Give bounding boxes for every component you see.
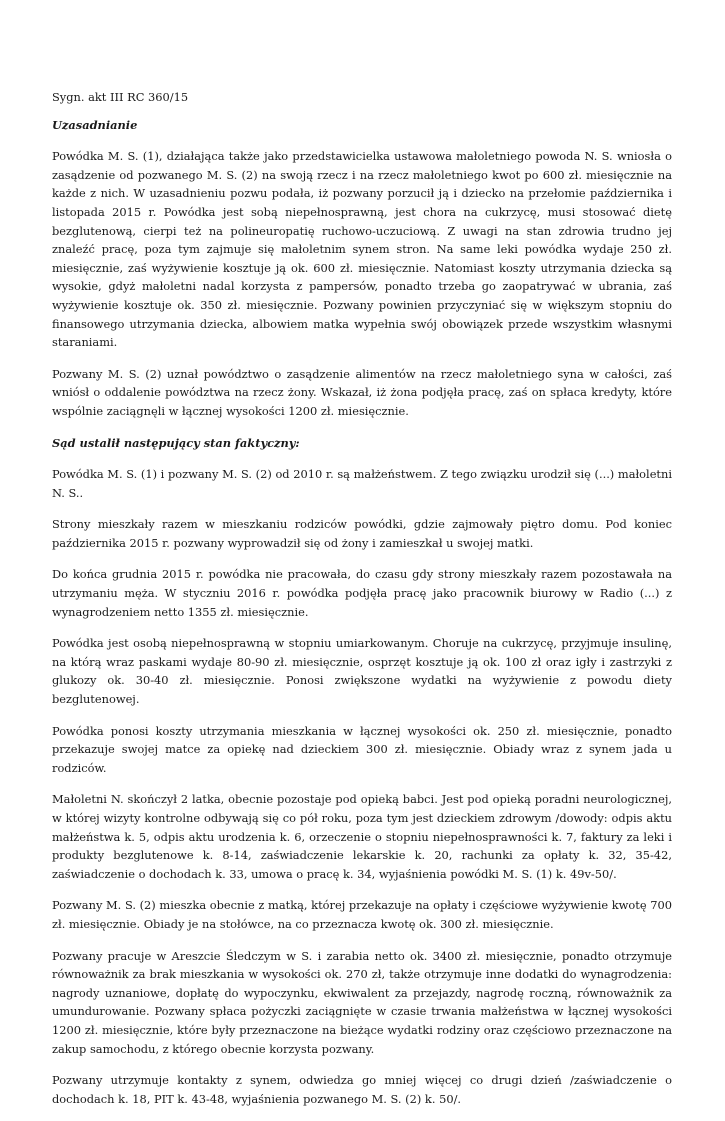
paragraph-fact: Pozwany pracuje w Areszcie Śledczym w S. i zarabia netto ok. 3400 zł. miesięcznie, ponadto otrzymuje równoważnik za brak mieszkania w wysokości ok. 270 zł, także otrzymuje inne dodatki do wynagrodzenia: nagrody uznaniowe, dopłatę do wypoczynku, ekwiwalent za przejazdy, nagrodę roczną, równoważnik za umundurowanie. Pozwany spłaca pożyczki zaciągnięte w czasie trwania małżeństwa w łącznej wysokości 1200 zł. miesięcznie, które były przeznaczone na bieżące wydatki rodziny oraz częściowo przeznaczone na zakup samochodu, z którego obecnie korzysta pozwany.: [52, 948, 672, 1056]
paragraph-fact: Pozwany M. S. (2) mieszka obecnie z matką, której przekazuje na opłaty i częściowe wyżywienie kwotę 700 zł. miesięcznie. Obiady je na stołówce, na co przeznacza kwotę ok. 300 zł. miesięcznie.: [52, 898, 672, 931]
paragraph-fact: Małoletni N. skończył 2 latka, obecnie pozostaje pod opieką babci. Jest pod opieką poradni neurologicznej, w której wizyty kontrolne odbywają się co pół roku, poza tym jest dzieckiem zdrowym /dowody: odpis aktu małżeństwa k. 5, odpis aktu urodzenia k. 6, orzeczenie o stopniu niepełnosprawności k. 7, faktury za leki i produkty bezglutenowe k. 8-14, zaświadczenie lekarskie k. 20, rachunki za opłaty k. 32, 35-42, zaświadczenie o dochodach k. 33, umowa o pracę k. 34, wyjaśnienia powódki M. S. (1) k. 49v-50/.: [52, 792, 672, 881]
paragraph-fact: Powódka ponosi koszty utrzymania mieszkania w łącznej wysokości ok. 250 zł. miesięcznie, ponadto przekazuje swojej matce za opiekę nad dzieckiem 300 zł. miesięcznie. Obiady wraz z synem jada u rodziców.: [52, 723, 672, 775]
paragraph-fact: Strony mieszkały razem w mieszkaniu rodziców powódki, gdzie zajmowały piętro domu. Pod koniec października 2015 r. pozwany wyprowadził się od żony i zamieszkał u swojej matki.: [52, 517, 672, 550]
paragraph-fact: Powódka M. S. (1) i pozwany M. S. (2) od 2010 r. są małżeństwem. Z tego związku urodził się (...) małoletni N. S..: [52, 467, 672, 500]
paragraph-claim: Powódka M. S. (1), działająca także jako przedstawicielka ustawowa małoletniego powoda N. S. wniosła o zasądzenie od pozwanego M. S. (2) na swoją rzecz i na rzecz małoletniego kwot po 600 zł. miesięcznie na każde z nich. W uzasadnieniu pozwu podała, iż pozwany porzucił ją i dziecko na przełomie października i listopada 2015 r. Powódka jest sobą niepełnosprawną, jest chora na cukrzycę, musi stosować dietę bezglutenową, cierpi też na polineuropatię ruchowo-uczuciową. Z uwagi na stan zdrowia trudno jej znaleźć pracę, poza tym zajmuje się małoletnim synem stron. Na same leki powódka wydaje 250 zł. miesięcznie, zaś wyżywienie kosztuje ją ok. 600 zł. miesięcznie. Natomiast koszty utrzymania dziecka są wysokie, gdyż małoletni nadal korzysta z pampersów, ponadto trzeba go zaopatrywać w ubrania, zaś wyżywienie kosztuje ok. 350 zł. miesięcznie. Pozwany powinien przyczyniać się w większym stopniu do finansowego utrzymania dziecka, albowiem matka wypełnia swój obowiązek przede wszystkim własnymi staraniami.: [52, 149, 672, 350]
case-number: Sygn. akt III RC 360/15: [52, 90, 189, 104]
document-body: [52, 88, 672, 1121]
paragraph-fact: Pozwany utrzymuje kontakty z synem, odwiedza go mniej więcej co drugi dzień /zaświadczenie o dochodach k. 18, PIT k. 43-48, wyjaśnienia pozwanego M. S. (2) k. 50/.: [52, 1073, 672, 1106]
facts-section-heading: Sąd ustalił następujący stan faktyczny:: [52, 435, 300, 450]
document-heading: Uzasadnianie: [52, 117, 138, 132]
paragraph-defendant-response: Pozwany M. S. (2) uznał powództwo o zasądzenie alimentów na rzecz małoletniego syna w całości, zaś wniósł o oddalenie powództwa na rzecz żony. Wskazał, iż żona podjęła pracę, zaś on spłaca kredyty, które wspólnie zaciągnęli w łącznej wysokości 1200 zł. miesięcznie.: [52, 366, 672, 418]
paragraph-fact: Do końca grudnia 2015 r. powódka nie pracowała, do czasu gdy strony mieszkały razem pozostawała na utrzymaniu męża. W styczniu 2016 r. powódka podjęła pracę jako pracownik biurowy w Radio (...) z wynagrodzeniem netto 1355 zł. miesięcznie.: [52, 567, 672, 619]
paragraph-fact: Powódka jest osobą niepełnosprawną w stopniu umiarkowanym. Choruje na cukrzycę, przyjmuje insulinę, na którą wraz paskami wydaje 80-90 zł. miesięcznie, osprzęt kosztuje ją ok. 100 zł oraz igły i zastrzyki z glukozy ok. 30-40 zł. miesięcznie. Ponosi zwiększone wydatki na wyżywienie z powodu diety bezglutenowej.: [52, 636, 672, 707]
